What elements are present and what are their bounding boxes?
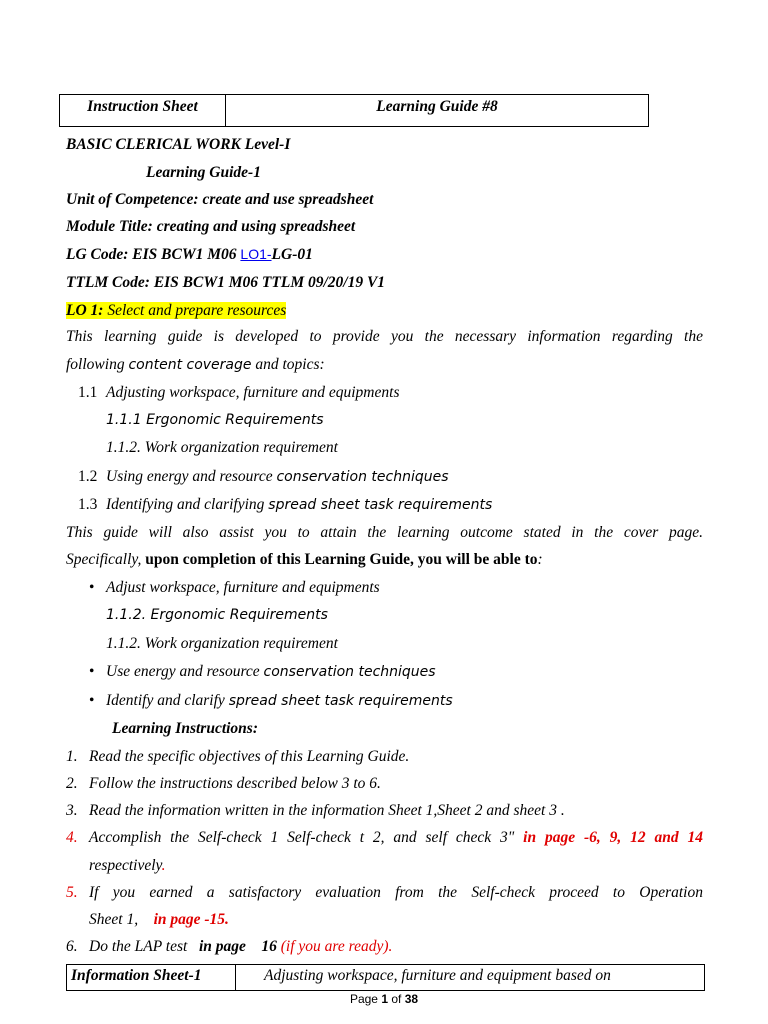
instruction-item <box>89 829 703 847</box>
text-fragment: (if you are ready). <box>280 938 393 955</box>
text-fragment: content coverage <box>128 357 252 373</box>
information-sheet-label: Information Sheet-1 <box>67 965 236 990</box>
text-fragment: and topics: <box>251 356 325 373</box>
ttlm-code: TTLM Code: EIS BCW1 M06 TTLM 09/20/19 V1 <box>66 274 386 291</box>
learning-outcome <box>66 302 286 320</box>
lo-text: Select and prepare resources <box>103 302 287 319</box>
text-fragment: 16 <box>261 938 277 955</box>
current-page: 1 <box>381 992 388 1006</box>
instruction-item: Follow the instructions described below 3 to 6. <box>89 775 381 792</box>
text-fragment: upon completion of this Learning Guide, you will be able to <box>145 551 538 568</box>
header-table <box>59 94 649 127</box>
text-fragment: spread sheet task requirements <box>228 693 453 709</box>
outcome-subitem: 1.1.2. Ergonomic Requirements <box>106 607 328 623</box>
page-number <box>0 992 768 1006</box>
instruction-item <box>89 938 392 956</box>
learning-guide-number: Learning Guide-1 <box>146 164 261 181</box>
outcome-paragraph-line2 <box>66 551 543 569</box>
text-fragment: Sheet 1, <box>89 911 139 928</box>
text-fragment: of <box>388 992 405 1006</box>
total-pages: 38 <box>404 992 419 1006</box>
text-fragment: Using energy and resource <box>106 468 277 485</box>
topic-item <box>106 496 492 514</box>
instruction-item: Read the information written in the information Sheet 1,Sheet 2 and sheet 3 . <box>89 802 565 819</box>
text-fragment: Use energy and resource <box>106 663 264 680</box>
bullet-icon: • <box>89 692 95 709</box>
module-title: Module Title: creating and using spreadsheet <box>66 218 356 235</box>
text-fragment: respectively <box>89 857 162 874</box>
text-fragment: following <box>66 356 129 373</box>
text-fragment: in page <box>198 938 246 955</box>
page-reference: in page -15. <box>153 911 229 928</box>
topic-number: 1.3 <box>78 496 98 513</box>
text-fragment: : <box>537 551 543 568</box>
text-fragment: conservation techniques <box>276 469 449 485</box>
instruction-item-continued <box>89 857 165 875</box>
lo1-link[interactable]: LO1- <box>240 246 272 262</box>
outcome-item <box>106 692 453 710</box>
topic-subitem: 1.1.2. Work organization requirement <box>106 439 338 456</box>
bullet-icon: • <box>89 579 95 596</box>
instruction-item: If you earned a satisfactory evaluation from the Self-check proceed to Operation <box>89 884 703 901</box>
course-title: BASIC CLERICAL WORK Level-I <box>66 136 291 153</box>
instruction-number: 4. <box>66 829 78 846</box>
instruction-number: 6. <box>66 938 78 955</box>
text-fragment: . <box>161 857 166 874</box>
page-reference: in page -6, 9, 12 and 14 <box>523 829 703 846</box>
header-cell-instruction-sheet: Instruction Sheet <box>60 95 226 126</box>
instruction-item: Read the specific objectives of this Learning Guide. <box>89 748 410 765</box>
bullet-icon: • <box>89 663 95 680</box>
text-fragment: conservation techniques <box>263 664 436 680</box>
information-sheet-table <box>66 964 705 991</box>
intro-paragraph-line1: This learning guide is developed to provide you the necessary information regarding the <box>66 328 703 345</box>
header-cell-learning-guide: Learning Guide #8 <box>376 98 498 115</box>
instruction-number: 3. <box>66 802 78 819</box>
text-fragment: Accomplish the Self-check 1 Self-check t 2, and self check 3" <box>89 829 515 846</box>
outcome-item: Adjust workspace, furniture and equipments <box>106 579 380 596</box>
outcome-subitem: 1.1.2. Work organization requirement <box>106 635 338 652</box>
lo-label: LO 1: <box>66 302 104 319</box>
intro-paragraph-line2 <box>66 356 325 374</box>
information-sheet-title: Adjusting workspace, furniture and equipment based on <box>264 967 611 984</box>
text-fragment: Identifying and clarifying <box>106 496 269 513</box>
text-fragment: spread sheet task requirements <box>268 497 493 513</box>
topic-item: Adjusting workspace, furniture and equipments <box>106 384 400 401</box>
topic-number: 1.1 <box>78 384 98 401</box>
lg-code <box>66 246 313 264</box>
instruction-number: 5. <box>66 884 78 901</box>
instruction-item-continued <box>89 911 229 929</box>
topic-subitem: 1.1.1 Ergonomic Requirements <box>106 412 324 428</box>
text-fragment: Do the LAP test <box>89 938 188 955</box>
text-fragment: Specifically, <box>66 551 146 568</box>
instruction-number: 2. <box>66 775 78 792</box>
lg-code-suffix: LG-01 <box>271 246 313 263</box>
outcome-paragraph-line1: This guide will also assist you to attain the learning outcome stated in the cover page. <box>66 524 703 541</box>
text-fragment: Page <box>349 992 382 1006</box>
lg-code-prefix: LG Code: EIS BCW1 M06 <box>66 246 241 263</box>
outcome-item <box>106 663 436 681</box>
text-fragment: Identify and clarify <box>106 692 229 709</box>
unit-of-competence: Unit of Competence: create and use spreadsheet <box>66 191 374 208</box>
instruction-number: 1. <box>66 748 78 765</box>
topic-item <box>106 468 449 486</box>
learning-instructions-title: Learning Instructions: <box>112 720 259 737</box>
topic-number: 1.2 <box>78 468 98 485</box>
